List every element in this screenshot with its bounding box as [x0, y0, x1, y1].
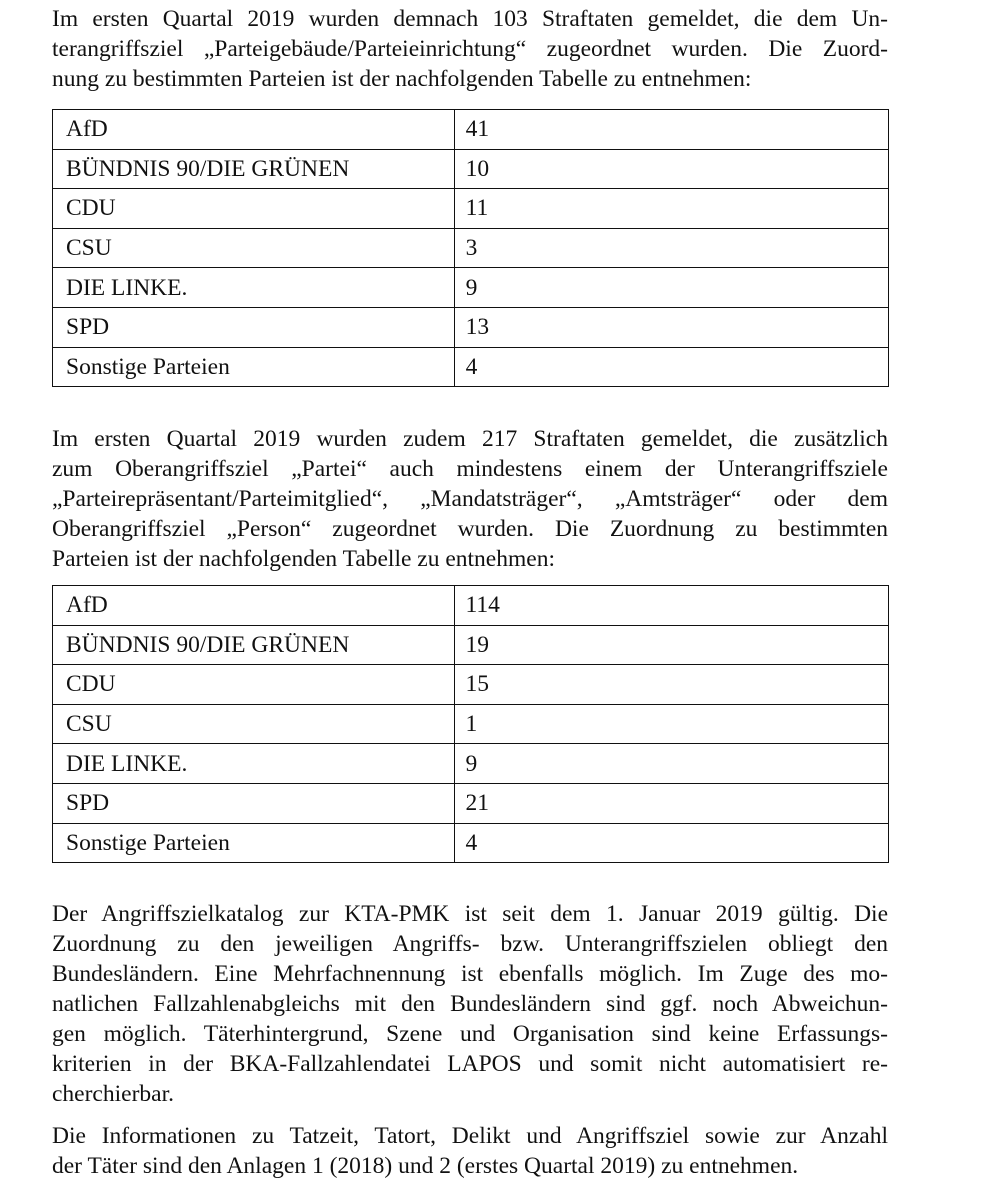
count-cell: 15: [454, 665, 888, 705]
party-name-cell: SPD: [53, 783, 455, 823]
text-line: Im ersten Quartal 2019 wurden demnach 103 Straftaten gemeldet, die dem Un-: [52, 6, 888, 32]
party-table-persons: [52, 585, 889, 863]
count-cell: 19: [454, 625, 888, 665]
party-name-cell: AfD: [53, 110, 455, 150]
table-row: [53, 586, 889, 626]
text-line: terangriffsziel „Parteigebäude/Parteieinrichtung“ zugeordnet wurden. Die Zuord-: [52, 36, 888, 62]
table-row: [53, 744, 889, 784]
table-row: [53, 110, 889, 150]
paragraph-annex-note: [52, 1121, 888, 1181]
table-row: [53, 228, 889, 268]
table-row: [53, 268, 889, 308]
count-cell: 3: [454, 228, 888, 268]
text-line: der Täter sind den Anlagen 1 (2018) und 2 (erstes Quartal 2019) zu entnehmen.: [52, 1153, 799, 1179]
text-line: Die Informationen zu Tatzeit, Tatort, Delikt und Angriffsziel sowie zur Anzahl: [52, 1123, 888, 1149]
count-cell: 41: [454, 110, 888, 150]
table-row: [53, 704, 889, 744]
text-line: zum Oberangriffsziel „Partei“ auch mindestens einem der Unterangriffsziele: [52, 456, 888, 482]
table-row: [53, 307, 889, 347]
text-line: gen möglich. Täterhintergrund, Szene und Organisation sind keine Erfassungs-: [52, 1021, 888, 1047]
count-cell: 1: [454, 704, 888, 744]
text-line: Oberangriffsziel „Person“ zugeordnet wurden. Die Zuordnung zu bestimmten: [52, 516, 888, 542]
party-name-cell: BÜNDNIS 90/DIE GRÜNEN: [53, 625, 455, 665]
party-name-cell: CDU: [53, 189, 455, 229]
text-line: Im ersten Quartal 2019 wurden zudem 217 Straftaten gemeldet, die zusätzlich: [52, 426, 888, 452]
table-row: [53, 149, 889, 189]
text-line: Zuordnung zu den jeweiligen Angriffs- bzw. Unterangriffszielen obliegt den: [52, 931, 888, 957]
count-cell: 4: [454, 347, 888, 387]
count-cell: 11: [454, 189, 888, 229]
party-name-cell: Sonstige Parteien: [53, 823, 455, 863]
paragraph-catalog-note: [52, 899, 888, 1109]
count-cell: 10: [454, 149, 888, 189]
count-cell: 114: [454, 586, 888, 626]
table-row: [53, 665, 889, 705]
count-cell: 4: [454, 823, 888, 863]
party-name-cell: CDU: [53, 665, 455, 705]
text-line: Parteien ist der nachfolgenden Tabelle zu entnehmen:: [52, 546, 555, 572]
count-cell: 9: [454, 268, 888, 308]
count-cell: 21: [454, 783, 888, 823]
table-row: [53, 189, 889, 229]
text-line: „Parteirepräsentant/Parteimitglied“, „Mandatsträger“, „Amtsträger“ oder dem: [52, 486, 888, 512]
party-name-cell: DIE LINKE.: [53, 268, 455, 308]
table-row: [53, 823, 889, 863]
text-line: Bundesländern. Eine Mehrfachnennung ist ebenfalls möglich. Im Zuge des mo-: [52, 961, 888, 987]
count-cell: 13: [454, 307, 888, 347]
party-name-cell: CSU: [53, 228, 455, 268]
count-cell: 9: [454, 744, 888, 784]
party-name-cell: BÜNDNIS 90/DIE GRÜNEN: [53, 149, 455, 189]
paragraph-persons: [52, 424, 888, 574]
party-name-cell: DIE LINKE.: [53, 744, 455, 784]
party-name-cell: SPD: [53, 307, 455, 347]
text-line: nung zu bestimmten Parteien ist der nachfolgenden Tabelle zu entnehmen:: [52, 66, 752, 92]
text-line: kriterien in der BKA-Fallzahlendatei LAPOS und somit nicht automatisiert re-: [52, 1051, 888, 1077]
text-line: cherchierbar.: [52, 1081, 174, 1107]
table-row: [53, 347, 889, 387]
party-name-cell: Sonstige Parteien: [53, 347, 455, 387]
party-table-buildings: [52, 109, 889, 387]
party-name-cell: CSU: [53, 704, 455, 744]
paragraph-intro: [52, 4, 888, 94]
table-row: [53, 625, 889, 665]
table-row: [53, 783, 889, 823]
text-line: natlichen Fallzahlenabgleichs mit den Bundesländern sind ggf. noch Abweichun-: [52, 991, 888, 1017]
party-name-cell: AfD: [53, 586, 455, 626]
text-line: Der Angriffszielkatalog zur KTA-PMK ist seit dem 1. Januar 2019 gültig. Die: [52, 901, 888, 927]
